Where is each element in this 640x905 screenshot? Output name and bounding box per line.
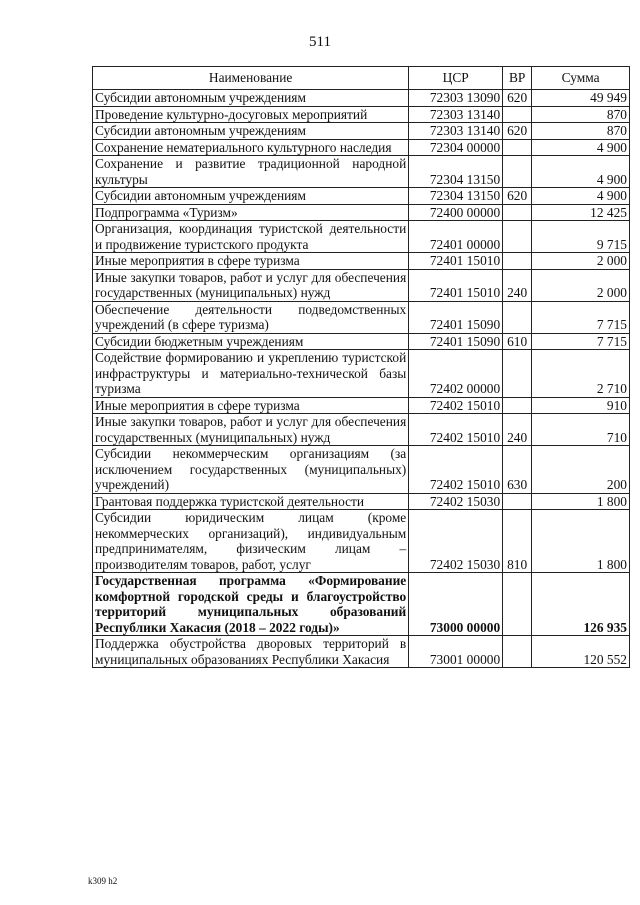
cell-vr: 240 (503, 269, 532, 301)
cell-vr (503, 397, 532, 414)
table-row (93, 333, 630, 350)
cell-name: Иные мероприятия в сфере туризма (93, 397, 409, 414)
cell-sum: 870 (532, 123, 630, 140)
cell-name: Сохранение нематериального культурного наследия (93, 139, 409, 156)
cell-name: Подпрограмма «Туризм» (93, 204, 409, 221)
table-row (93, 188, 630, 205)
cell-csr: 73000 00000 (409, 573, 503, 636)
cell-vr: 630 (503, 446, 532, 494)
cell-csr: 72402 15030 (409, 493, 503, 510)
cell-csr: 72401 15010 (409, 269, 503, 301)
budget-table (92, 66, 630, 668)
cell-vr (503, 636, 532, 668)
table-row (93, 123, 630, 140)
cell-csr: 72400 00000 (409, 204, 503, 221)
header-vr: ВР (503, 67, 532, 90)
cell-sum: 4 900 (532, 188, 630, 205)
table-row (93, 253, 630, 270)
cell-sum: 49 949 (532, 90, 630, 107)
header-name: Наименование (93, 67, 409, 90)
cell-vr: 810 (503, 510, 532, 573)
cell-sum: 7 715 (532, 301, 630, 333)
cell-name: Субсидии некоммерческим организациям (за исключением государственных (муниципальных) учреждений) (93, 446, 409, 494)
cell-csr: 72401 15010 (409, 253, 503, 270)
cell-vr (503, 106, 532, 123)
cell-vr (503, 204, 532, 221)
cell-csr: 72402 00000 (409, 350, 503, 398)
cell-vr (503, 221, 532, 253)
cell-vr: 610 (503, 333, 532, 350)
cell-sum: 710 (532, 414, 630, 446)
cell-sum: 120 552 (532, 636, 630, 668)
cell-vr (503, 156, 532, 188)
cell-name: Субсидии автономным учреждениям (93, 90, 409, 107)
table-body (93, 90, 630, 668)
table-header-row (93, 67, 630, 90)
cell-csr: 72303 13140 (409, 106, 503, 123)
table-row (93, 139, 630, 156)
cell-name: Сохранение и развитие традиционной народной культуры (93, 156, 409, 188)
cell-name: Содействие формированию и укреплению туристской инфраструктуры и материально-технической базы туризма (93, 350, 409, 398)
table-row (93, 221, 630, 253)
cell-name: Субсидии автономным учреждениям (93, 188, 409, 205)
cell-sum: 870 (532, 106, 630, 123)
cell-csr: 72401 00000 (409, 221, 503, 253)
cell-name: Субсидии юридическим лицам (кроме некоммерческих организаций), индивидуальным предпринимателям, физическим лицам – производителям товаров, работ, услуг (93, 510, 409, 573)
cell-sum: 7 715 (532, 333, 630, 350)
table-row (93, 636, 630, 668)
cell-name: Иные закупки товаров, работ и услуг для обеспечения государственных (муниципальных) нужд (93, 269, 409, 301)
cell-vr (503, 253, 532, 270)
cell-csr: 72402 15010 (409, 414, 503, 446)
cell-vr: 620 (503, 90, 532, 107)
cell-csr: 72303 13140 (409, 123, 503, 140)
cell-vr: 240 (503, 414, 532, 446)
cell-vr (503, 139, 532, 156)
table-row (93, 573, 630, 636)
table-row (93, 446, 630, 494)
cell-sum: 1 800 (532, 493, 630, 510)
table-row (93, 106, 630, 123)
cell-name: Иные мероприятия в сфере туризма (93, 253, 409, 270)
cell-sum: 2 000 (532, 253, 630, 270)
table-row (93, 493, 630, 510)
cell-name: Проведение культурно-досуговых мероприятий (93, 106, 409, 123)
cell-name: Субсидии автономным учреждениям (93, 123, 409, 140)
cell-csr: 72304 00000 (409, 139, 503, 156)
cell-name: Иные закупки товаров, работ и услуг для обеспечения государственных (муниципальных) нужд (93, 414, 409, 446)
cell-name: Государственная программа «Формирование комфортной городской среды и благоустройство территорий муниципальных образований Республики Хакасия (2018 – 2022 годы)» (93, 573, 409, 636)
cell-name: Грантовая поддержка туристской деятельности (93, 493, 409, 510)
cell-vr (503, 573, 532, 636)
cell-name: Субсидии бюджетным учреждениям (93, 333, 409, 350)
table-row (93, 414, 630, 446)
cell-sum: 1 800 (532, 510, 630, 573)
cell-name: Организация, координация туристской деятельности и продвижение туристского продукта (93, 221, 409, 253)
cell-vr (503, 301, 532, 333)
cell-sum: 12 425 (532, 204, 630, 221)
cell-csr: 72303 13090 (409, 90, 503, 107)
cell-sum: 910 (532, 397, 630, 414)
cell-vr: 620 (503, 188, 532, 205)
table-row (93, 510, 630, 573)
cell-name: Поддержка обустройства дворовых территорий в муниципальных образованиях Республики Хакасия (93, 636, 409, 668)
cell-vr (503, 493, 532, 510)
table-row (93, 269, 630, 301)
header-csr: ЦСР (409, 67, 503, 90)
header-sum: Сумма (532, 67, 630, 90)
cell-vr (503, 350, 532, 398)
cell-sum: 2 000 (532, 269, 630, 301)
cell-name: Обеспечение деятельности подведомственных учреждений (в сфере туризма) (93, 301, 409, 333)
cell-sum: 4 900 (532, 156, 630, 188)
table-row (93, 204, 630, 221)
cell-csr: 72402 15010 (409, 397, 503, 414)
cell-csr: 72402 15030 (409, 510, 503, 573)
cell-sum: 9 715 (532, 221, 630, 253)
cell-vr: 620 (503, 123, 532, 140)
cell-csr: 72401 15090 (409, 301, 503, 333)
page-number: 511 (309, 34, 331, 50)
cell-sum: 200 (532, 446, 630, 494)
table-row (93, 90, 630, 107)
cell-sum: 2 710 (532, 350, 630, 398)
table-row (93, 397, 630, 414)
cell-csr: 72402 15010 (409, 446, 503, 494)
table-row (93, 350, 630, 398)
cell-csr: 72304 13150 (409, 156, 503, 188)
cell-csr: 72401 15090 (409, 333, 503, 350)
footer-code: k309 h2 (88, 876, 118, 886)
table-row (93, 301, 630, 333)
cell-sum: 126 935 (532, 573, 630, 636)
table-row (93, 156, 630, 188)
cell-csr: 73001 00000 (409, 636, 503, 668)
cell-csr: 72304 13150 (409, 188, 503, 205)
cell-sum: 4 900 (532, 139, 630, 156)
